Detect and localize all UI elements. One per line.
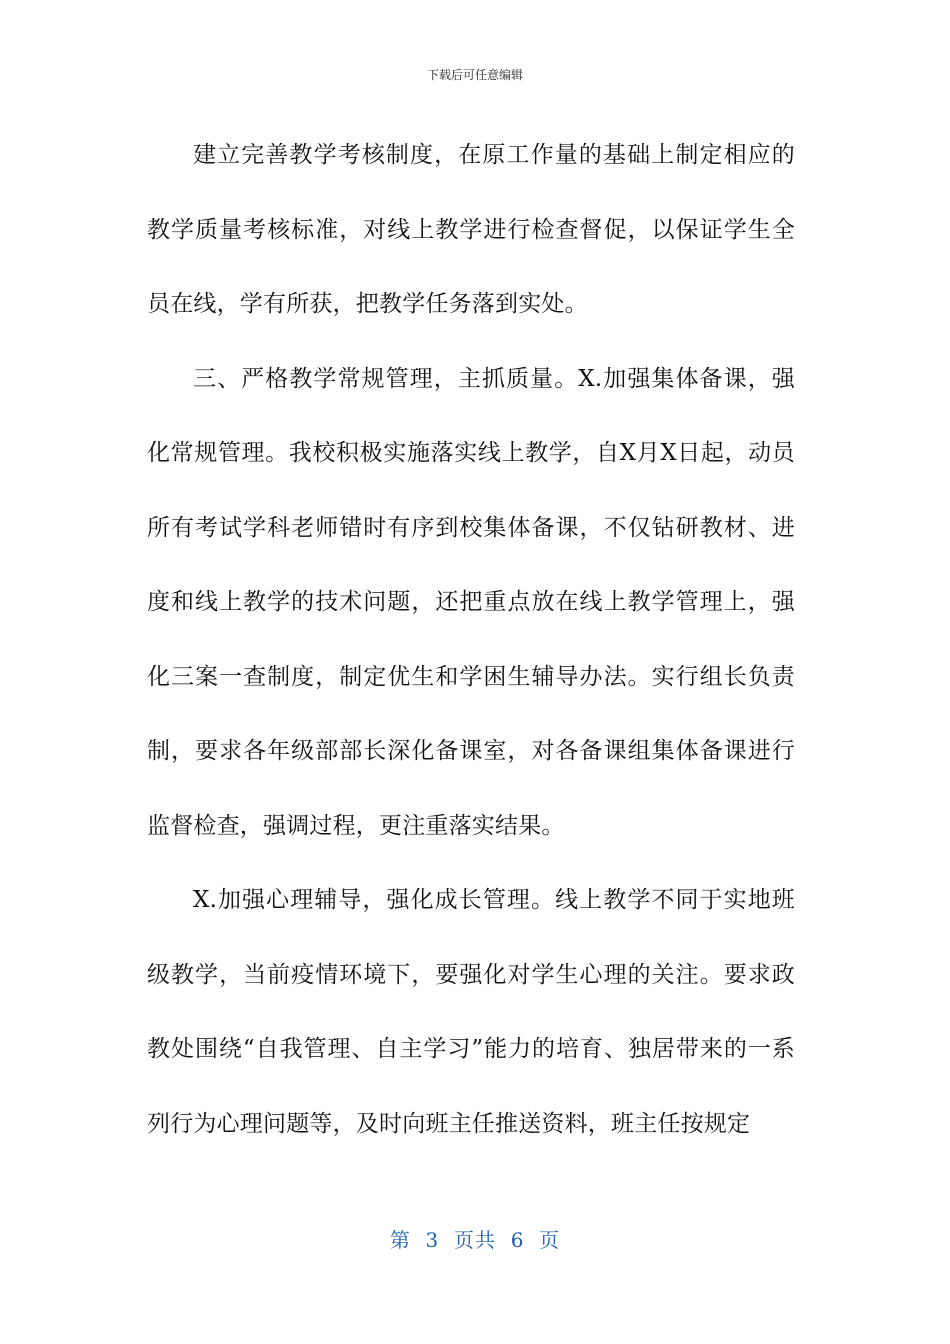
paragraph-2: 三、严格教学常规管理，主抓质量。X.加强集体备课，强化常规管理。我校积极实施落实线上教学，自X月X日起，动员所有考试学科老师错时有序到校集体备课，不仅钻研教材、进度和线上教学的技术问题，还把重点放在线上教学管理上，强化三案一查制度，制定优生和学困生辅导办法。实行组长负责制，要求各年级部部长深化备课室，对各备课组集体备课进行监督检查，强调过程，更注重落实结果。 [147, 365, 795, 839]
paragraph-1: 建立完善教学考核制度，在原工作量的基础上制定相应的教学质量考核标准，对线上教学进行检查督促，以保证学生全员在线，学有所获，把教学任务落到实处。 [147, 142, 795, 317]
page-header-note: 下载后可任意编辑 [426, 68, 523, 82]
paragraph-3: X.加强心理辅导，强化成长管理。线上教学不同于实地班级教学，当前疫情环境下，要强化对学生心理的关注。要求政教处围绕“自我管理、自主学习”能力的培育、独居带来的一系列行为心理问题等，及时向班主任推送资料，班主任按规定 [147, 887, 795, 1137]
document-body [147, 118, 795, 1161]
page-number-footer [0, 1224, 950, 1253]
page-number-label: 第 3 页共 6 页 [389, 1228, 561, 1252]
